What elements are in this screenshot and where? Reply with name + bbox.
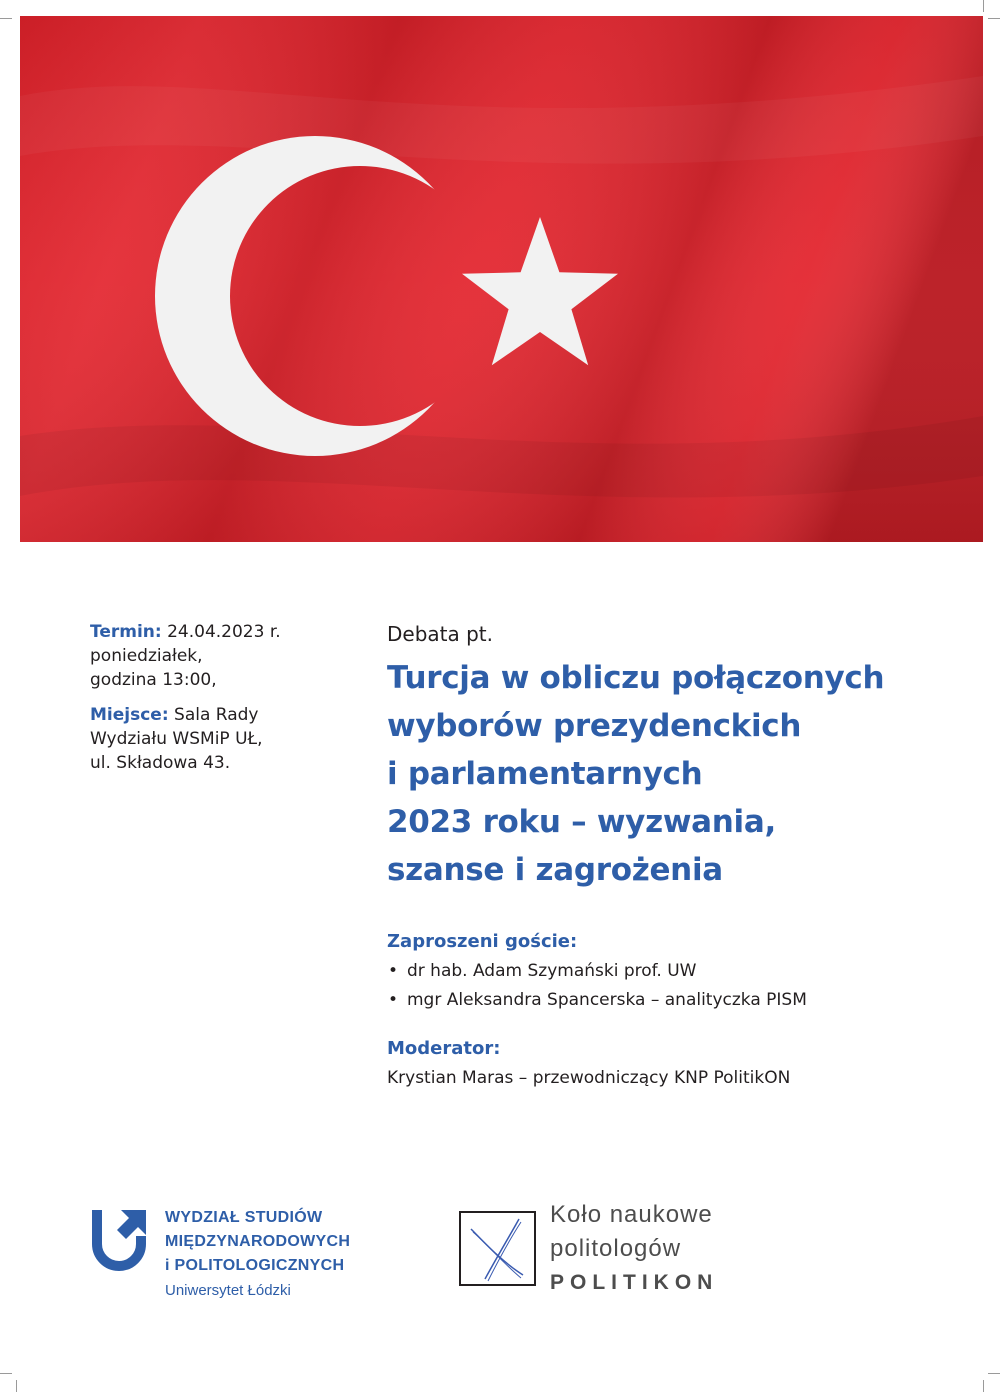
faculty-logo <box>90 1204 420 1304</box>
crop-mark-bottom-right-v <box>983 1380 984 1392</box>
place-value: Sala Rady <box>168 705 259 725</box>
moderator-name: Krystian Maras – przewodniczący KNP PolitikON <box>387 1068 791 1088</box>
crop-mark-top-right-v <box>983 0 984 12</box>
politikon-logo <box>459 1200 769 1300</box>
crop-mark-bottom-left-v <box>16 1380 17 1392</box>
club-line-2: politologów <box>550 1235 682 1262</box>
date-label: Termin: <box>90 622 162 642</box>
faculty-name <box>165 1206 350 1278</box>
faculty-name-line: MIĘDZYNARODOWYCH <box>165 1233 351 1250</box>
place-label: Miejsce: <box>90 705 169 725</box>
guests-label: Zaproszeni goście: <box>387 931 578 952</box>
crop-mark-top-left <box>0 18 12 19</box>
guest-list <box>387 957 967 1015</box>
club-line-1: Koło naukowe <box>550 1201 713 1228</box>
debate-title-line: wyborów prezydenckich <box>387 708 802 744</box>
event-date-block <box>90 620 350 692</box>
faculty-arrow-logo-icon <box>90 1206 150 1278</box>
event-details <box>90 620 350 786</box>
faculty-name-line: WYDZIAŁ STUDIÓW <box>165 1209 323 1226</box>
debate-title <box>387 654 967 894</box>
event-place-block <box>90 703 350 775</box>
crop-mark-bottom-right <box>988 1373 1000 1374</box>
moderator-label: Moderator: <box>387 1038 501 1059</box>
guests-section <box>387 930 967 1015</box>
event-time: godzina 13:00, <box>90 670 217 690</box>
crop-mark-bottom-left <box>0 1373 12 1374</box>
debate-title-line: i parlamentarnych <box>387 756 703 792</box>
crop-mark-top-right <box>988 18 1000 19</box>
event-weekday: poniedziałek, <box>90 646 203 666</box>
faculty-name-line: i POLITOLOGICZNYCH <box>165 1257 345 1274</box>
guest-item: • mgr Aleksandra Spancerska – analityczka PISM <box>387 986 967 1015</box>
turkish-flag-image <box>20 16 983 542</box>
university-name: Uniwersytet Łódzki <box>165 1282 291 1299</box>
debate-section <box>387 620 967 1093</box>
debate-title-line: szanse i zagrożenia <box>387 852 723 888</box>
debate-title-line: Turcja w obliczu połączonych <box>387 660 885 696</box>
guest-item: • dr hab. Adam Szymański prof. UW <box>387 957 967 986</box>
moderator-section <box>387 1037 967 1093</box>
politikon-x-logo-icon <box>459 1211 536 1286</box>
club-name: POLITIKON <box>550 1271 719 1294</box>
place-line-3: ul. Składowa 43. <box>90 753 231 773</box>
date-value: 24.04.2023 r. <box>161 622 281 642</box>
place-line-2: Wydziału WSMiP UŁ, <box>90 729 263 749</box>
debate-title-line: 2023 roku – wyzwania, <box>387 804 776 840</box>
debate-kicker: Debata pt. <box>387 622 494 646</box>
